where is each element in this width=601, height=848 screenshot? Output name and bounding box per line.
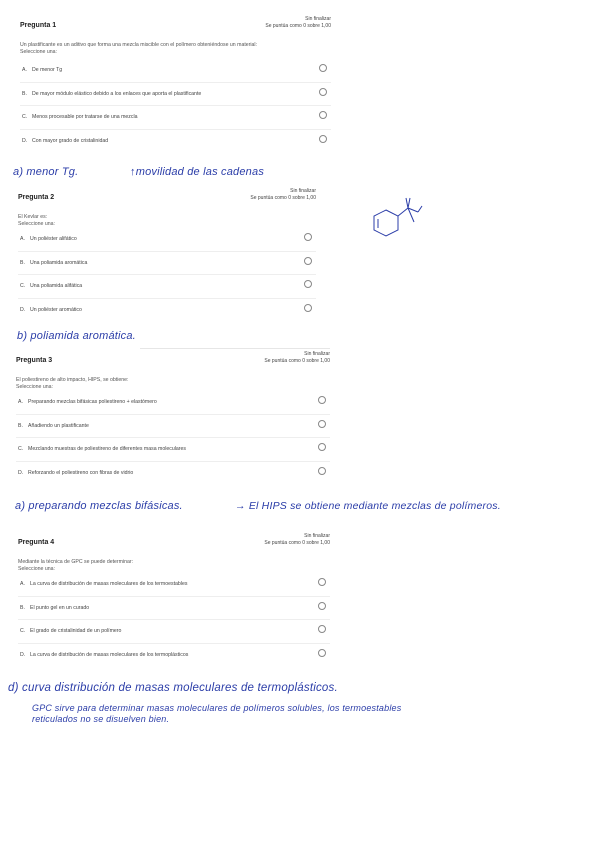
question-text: Un plastificante es un aditivo que forma una mezcla miscible con el polímero obteniéndose un material: Seleccione una: bbox=[20, 42, 258, 55]
radio-button[interactable] bbox=[318, 602, 326, 610]
question-status: Sin finalizar Se puntúa como 0 sobre 1,00 bbox=[264, 533, 330, 546]
radio-button[interactable] bbox=[318, 467, 326, 475]
radio-button[interactable] bbox=[304, 233, 312, 241]
handwritten-answer-3: a) preparando mezclas bifásicas. bbox=[15, 500, 183, 512]
option-c[interactable]: C. Mezclando muestras de poliestireno de diferentes masa moleculares bbox=[16, 437, 330, 461]
option-b[interactable]: B. El punto gel en un curado bbox=[18, 596, 330, 620]
handwritten-note-3: → El HIPS se obtiene mediante mezclas de polímeros. bbox=[235, 500, 501, 512]
option-d[interactable]: D. Reforzando el poliestireno con fibras de vidrio bbox=[16, 461, 330, 485]
option-b[interactable]: B. Añadiendo un plastificante bbox=[16, 414, 330, 438]
handwritten-note-4-line1: GPC sirve para determinar masas moleculares de polímeros solubles, los termoestables bbox=[32, 703, 402, 713]
option-a[interactable]: A. Preparando mezclas bifásicas poliestireno + elastómero bbox=[16, 391, 330, 414]
question-text: El poliestireno de alto impacto, HIPS, se obtiene: Seleccione una: bbox=[16, 377, 129, 390]
question-status: Sin finalizar Se puntúa como 0 sobre 1,00 bbox=[264, 351, 330, 364]
option-a[interactable]: A. Un poliéster alifático bbox=[18, 228, 316, 251]
question-title: Pregunta 2 bbox=[18, 194, 55, 201]
option-c[interactable]: C. Una poliamida alifática bbox=[18, 274, 316, 298]
option-d[interactable]: D. Con mayor grado de cristalinidad bbox=[20, 129, 331, 153]
radio-button[interactable] bbox=[319, 111, 327, 119]
radio-button[interactable] bbox=[318, 443, 326, 451]
handwritten-note-1: ↑movilidad de las cadenas bbox=[130, 166, 265, 178]
radio-button[interactable] bbox=[318, 649, 326, 657]
option-c[interactable]: C. El grado de cristalinidad de un polímero bbox=[18, 619, 330, 643]
handwritten-molecule-sketch bbox=[366, 192, 436, 252]
option-d[interactable]: D. La curva de distribución de masas moleculares de los termoplásticos bbox=[18, 643, 330, 667]
radio-button[interactable] bbox=[318, 578, 326, 586]
question-status: Sin finalizar Se puntúa como 0 sobre 1,00 bbox=[265, 16, 331, 29]
handwritten-answer-2: b) poliamida aromática. bbox=[17, 330, 136, 342]
question-card-1 bbox=[20, 14, 331, 154]
option-b[interactable]: B. De mayor módulo elástico debido a los enlaces que aporta el plastificante bbox=[20, 82, 331, 106]
radio-button[interactable] bbox=[318, 420, 326, 428]
radio-button[interactable] bbox=[304, 304, 312, 312]
option-a[interactable]: A. La curva de distribución de masas moleculares de los termoestables bbox=[18, 573, 330, 596]
radio-button[interactable] bbox=[319, 88, 327, 96]
question-status: Sin finalizar Se puntúa como 0 sobre 1,00 bbox=[250, 188, 316, 201]
radio-button[interactable] bbox=[319, 64, 327, 72]
question-text: Mediante la técnica de GPC se puede determinar: Seleccione una: bbox=[18, 559, 134, 572]
handwritten-note-4-line2: reticulados no se disuelven bien. bbox=[32, 714, 170, 724]
question-card-3 bbox=[16, 349, 330, 487]
option-c[interactable]: C. Menos procesable por tratarse de una mezcla bbox=[20, 105, 331, 129]
option-d[interactable]: D. Un poliéster aromático bbox=[18, 298, 316, 322]
radio-button[interactable] bbox=[318, 625, 326, 633]
handwritten-answer-1: a) menor Tg. bbox=[13, 166, 79, 178]
question-card-2 bbox=[18, 186, 316, 320]
handwritten-answer-4: d) curva distribución de masas moleculares de termoplásticos. bbox=[8, 682, 338, 694]
question-text: El Kevlar es: Seleccione una: bbox=[18, 214, 55, 227]
radio-button[interactable] bbox=[318, 396, 326, 404]
radio-button[interactable] bbox=[304, 257, 312, 265]
question-card-4 bbox=[18, 531, 330, 669]
question-title: Pregunta 4 bbox=[18, 539, 55, 546]
option-b[interactable]: B. Una poliamida aromática bbox=[18, 251, 316, 275]
radio-button[interactable] bbox=[319, 135, 327, 143]
question-title: Pregunta 3 bbox=[16, 357, 53, 364]
option-a[interactable]: A. De menor Tg bbox=[20, 59, 331, 82]
radio-button[interactable] bbox=[304, 280, 312, 288]
question-title: Pregunta 1 bbox=[20, 22, 57, 29]
